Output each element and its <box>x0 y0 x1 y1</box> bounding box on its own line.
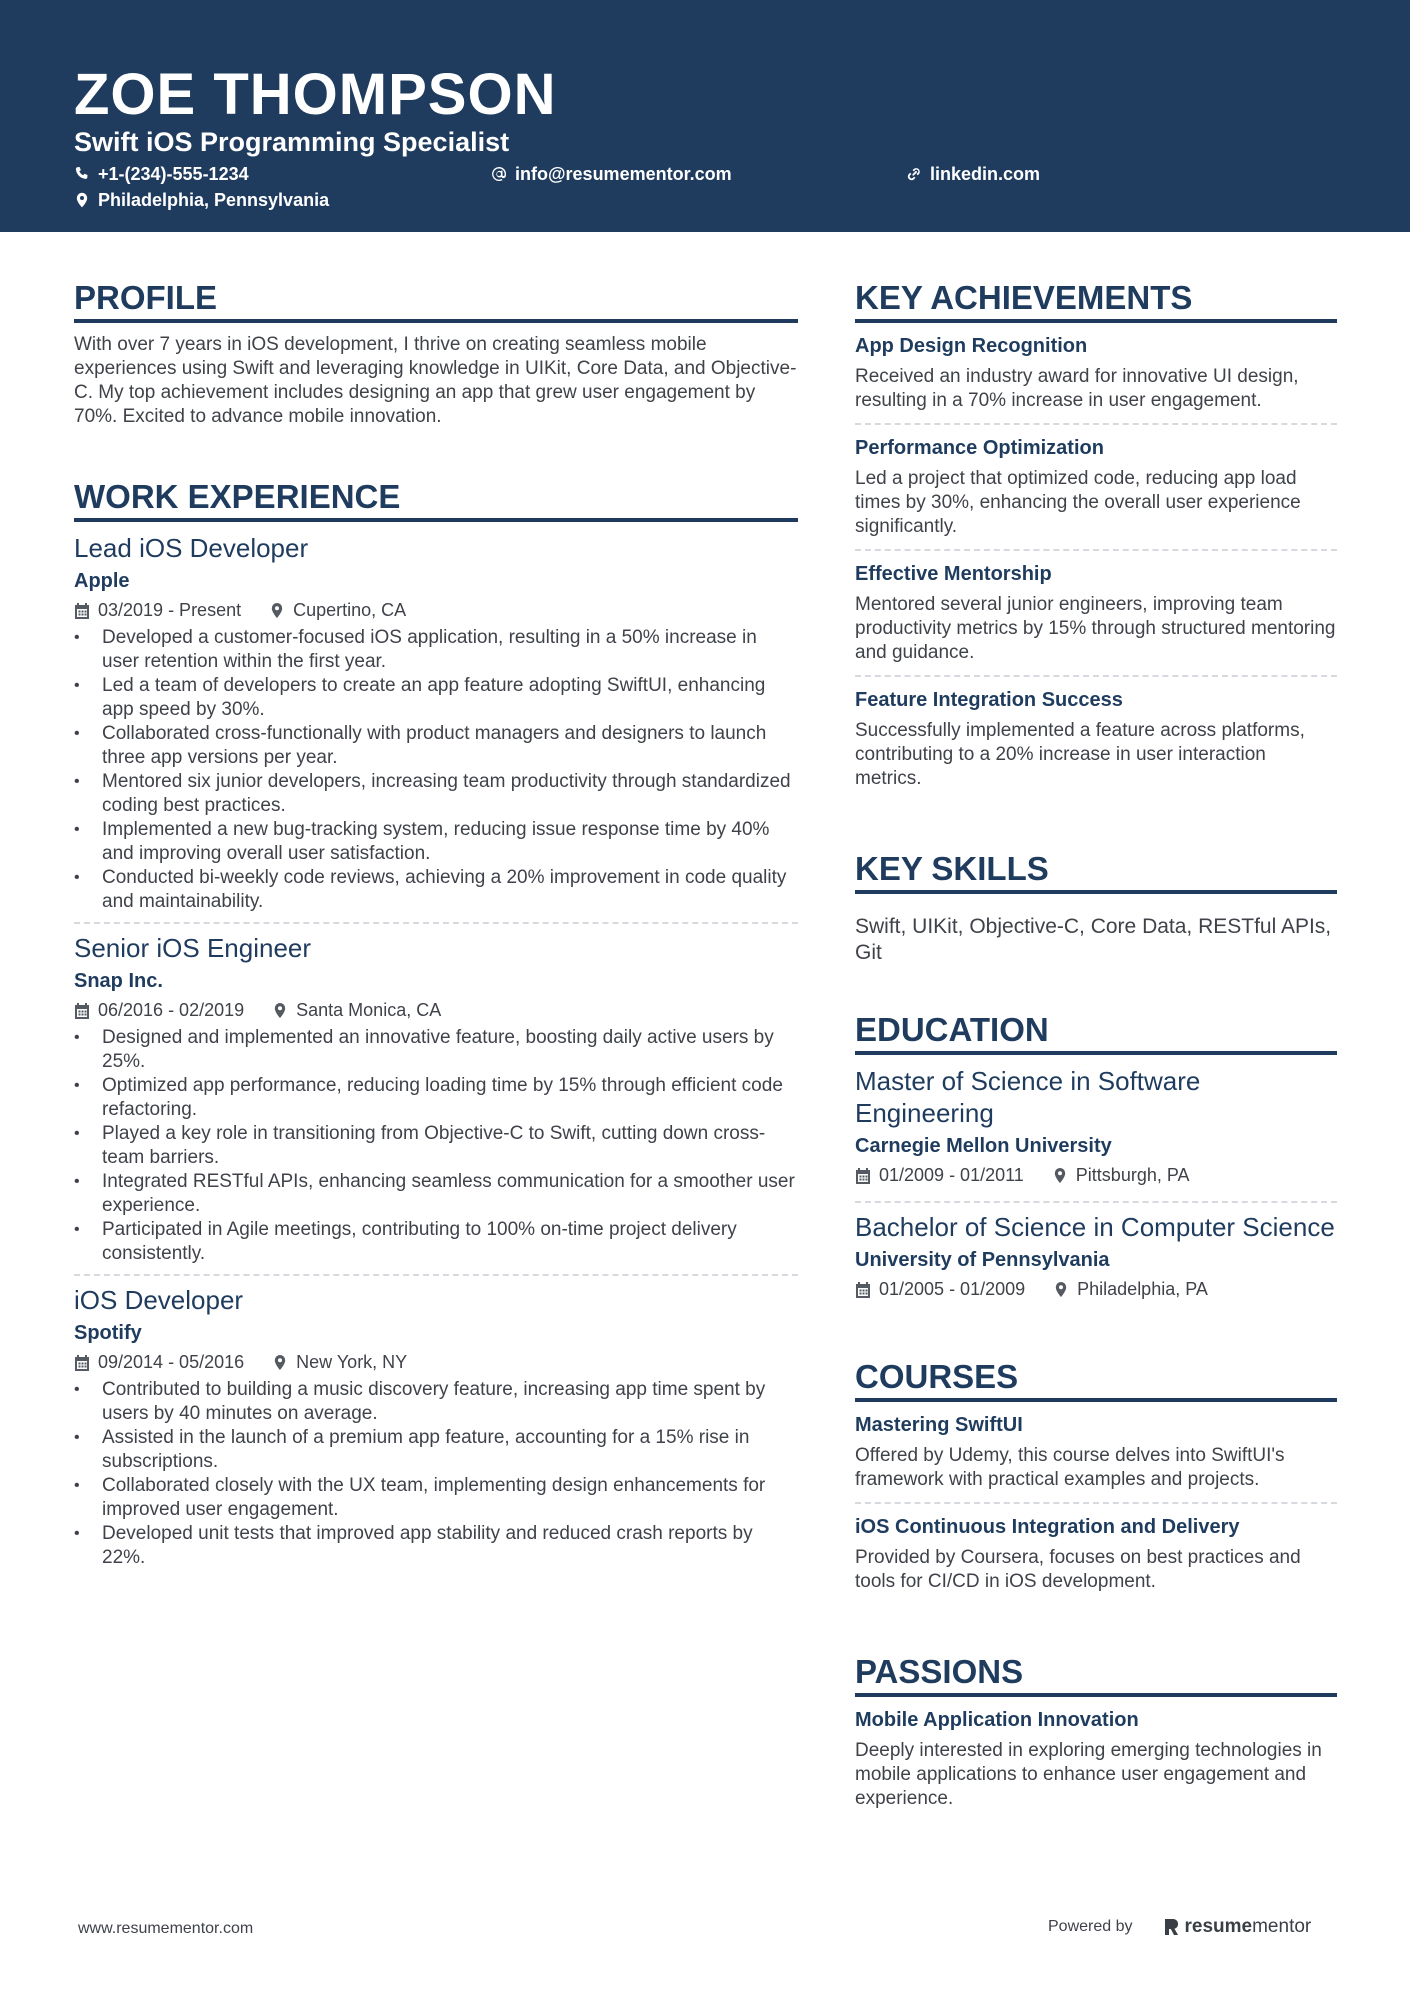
job-list <box>74 532 798 1578</box>
candidate-title: Swift iOS Programming Specialist <box>74 127 510 157</box>
degree-title: Master of Science in Software Engineering <box>855 1066 1201 1128</box>
course-title: iOS Continuous Integration and Delivery <box>855 1516 1240 1538</box>
achievement <box>855 333 1337 423</box>
course-list <box>855 1412 1337 1604</box>
profile-section <box>74 278 798 429</box>
course <box>855 1412 1337 1502</box>
achievement-list <box>855 333 1337 801</box>
course-text: Provided by Coursera, focuses on best practices and tools for CI/CD in iOS development. <box>855 1547 1301 1592</box>
passion-text: Deeply interested in exploring emerging technologies in mobile applications to enhance user engagement and experience. <box>855 1740 1322 1809</box>
achievement-title: Effective Mentorship <box>855 563 1052 585</box>
achievements-section <box>855 278 1337 801</box>
job-bullets <box>74 1026 798 1266</box>
passion-list <box>855 1707 1337 1821</box>
achievements-heading: KEY ACHIEVEMENTS <box>855 278 1337 323</box>
degree-title: Bachelor of Science in Computer Science <box>855 1212 1335 1242</box>
date-range: 03/2019 - Present <box>98 600 242 620</box>
achievement <box>855 549 1337 675</box>
phone-text: +1-(234)-555-1234 <box>98 164 249 184</box>
location-pin-icon <box>1053 1281 1069 1298</box>
brand-name-bold: resume <box>1184 1916 1253 1937</box>
contact-phone[interactable] <box>74 163 249 185</box>
passions-section <box>855 1652 1337 1821</box>
date-location-row <box>855 1163 1337 1187</box>
location-pin-icon <box>1052 1167 1068 1184</box>
linkedin-text: linkedin.com <box>930 164 1041 184</box>
bullet-item: • Collaborated closely with the UX team, implementing design enhancements for improved user engagement. <box>74 1474 798 1522</box>
link-icon <box>906 166 922 182</box>
footer-website[interactable]: www.resumementor.com <box>78 1920 254 1937</box>
contact-location <box>74 189 329 211</box>
bullet-item: • Optimized app performance, reducing loading time by 15% through efficient code refactoring. <box>74 1074 798 1122</box>
calendar-icon <box>74 1002 90 1019</box>
calendar-icon <box>74 1354 90 1371</box>
bullet-item: • Conducted bi-weekly code reviews, achieving a 20% improvement in code quality and maintainability. <box>74 866 798 914</box>
brand-mark-icon <box>1163 1918 1179 1936</box>
bullet-item: • Implemented a new bug-tracking system, reducing issue response time by 40% and improving overall user satisfaction. <box>74 818 798 866</box>
date-location-row <box>74 998 798 1022</box>
location-pin-icon <box>272 1354 288 1371</box>
job-entry <box>74 532 798 922</box>
achievement-text: Received an industry award for innovative UI design, resulting in a 70% increase in user engagement. <box>855 366 1299 411</box>
course-text: Offered by Udemy, this course delves into SwiftUI's framework with practical examples and projects. <box>855 1445 1285 1490</box>
experience-heading: WORK EXPERIENCE <box>74 477 798 522</box>
achievement-text: Mentored several junior engineers, improving team productivity metrics by 15% through structured mentoring and guidance. <box>855 594 1336 663</box>
email-text: info@resumementor.com <box>515 164 732 184</box>
location-pin-icon <box>74 192 90 208</box>
powered-by-label: Powered by <box>1048 1918 1133 1935</box>
education-section <box>855 1010 1337 1315</box>
skills-heading: KEY SKILLS <box>855 849 1337 894</box>
education-entry <box>855 1065 1337 1201</box>
education-list <box>855 1065 1337 1315</box>
bullet-item: • Assisted in the launch of a premium app feature, accounting for a 15% rise in subscriptions. <box>74 1426 798 1474</box>
bullet-item: • Developed unit tests that improved app stability and reduced crash reports by 22%. <box>74 1522 798 1570</box>
achievement <box>855 675 1337 801</box>
right-column <box>855 278 1337 1869</box>
bullet-item: • Collaborated cross-functionally with product managers and designers to launch three app versions per year. <box>74 722 798 770</box>
experience-section <box>74 477 798 1578</box>
bullet-item: • Integrated RESTful APIs, enhancing seamless communication for a smoother user experience. <box>74 1170 798 1218</box>
job-entry <box>74 922 798 1274</box>
location <box>272 998 441 1022</box>
calendar-icon <box>855 1167 871 1184</box>
candidate-name: ZOE THOMPSON <box>74 62 557 127</box>
job-title: iOS Developer <box>74 1285 244 1315</box>
course <box>855 1502 1337 1604</box>
courses-heading: COURSES <box>855 1357 1337 1402</box>
contact-email[interactable] <box>491 163 732 185</box>
date-location-row <box>74 598 798 622</box>
course-title: Mastering SwiftUI <box>855 1414 1023 1436</box>
passion <box>855 1707 1337 1821</box>
bullet-item: • Contributed to building a music discovery feature, increasing app time spent by users by 40 minutes on average. <box>74 1378 798 1426</box>
skills-text: Swift, UIKit, Objective-C, Core Data, RESTful APIs, Git <box>855 915 1332 964</box>
bullet-item: • Played a key role in transitioning from Objective-C to Swift, cutting down cross-team barriers. <box>74 1122 798 1170</box>
profile-heading: PROFILE <box>74 278 798 323</box>
profile-text: With over 7 years in iOS development, I thrive on creating seamless mobile experiences using Swift and leveraging knowledge in UIKit, Core Data, and Objective-C. My top achievement includes designing an app that grew user engagement by 70%. Excited to advance mobile innovation. <box>74 334 797 427</box>
phone-icon <box>74 166 90 182</box>
at-icon <box>491 166 507 182</box>
resume-header <box>0 0 1410 232</box>
date-location-row <box>855 1277 1337 1301</box>
location-text: Cupertino, CA <box>293 600 407 620</box>
passions-heading: PASSIONS <box>855 1652 1337 1697</box>
location <box>1052 1163 1190 1187</box>
education-entry <box>855 1201 1337 1315</box>
job-title: Senior iOS Engineer <box>74 933 312 963</box>
date-range: 09/2014 - 05/2016 <box>98 1352 245 1372</box>
date-range: 01/2009 - 01/2011 <box>879 1165 1024 1185</box>
achievement-title: Feature Integration Success <box>855 689 1123 711</box>
bullet-item: • Developed a customer-focused iOS application, resulting in a 50% increase in user retention within the first year. <box>74 626 798 674</box>
achievement-text: Successfully implemented a feature across platforms, contributing to a 20% increase in user interaction metrics. <box>855 720 1305 789</box>
date-location-row <box>74 1350 798 1374</box>
school-name: Carnegie Mellon University <box>855 1135 1112 1157</box>
calendar-icon <box>855 1281 871 1298</box>
achievement-title: Performance Optimization <box>855 437 1104 459</box>
company-name: Apple <box>74 570 130 592</box>
date-range: 01/2005 - 01/2009 <box>879 1279 1026 1299</box>
bullet-item: • Mentored six junior developers, increasing team productivity through standardized coding best practices. <box>74 770 798 818</box>
company-name: Spotify <box>74 1322 142 1344</box>
location <box>269 598 406 622</box>
location <box>272 1350 407 1374</box>
company-name: Snap Inc. <box>74 970 163 992</box>
location-pin-icon <box>269 602 285 619</box>
location-text: New York, NY <box>296 1352 408 1372</box>
location-text: Santa Monica, CA <box>296 1000 442 1020</box>
job-entry <box>74 1274 798 1578</box>
location-text: Philadelphia, PA <box>1077 1279 1208 1299</box>
contact-linkedin[interactable] <box>906 163 1040 185</box>
calendar-icon <box>74 602 90 619</box>
brand-logo[interactable] <box>1163 1916 1312 1938</box>
achievement <box>855 423 1337 549</box>
location-text: Philadelphia, Pennsylvania <box>98 190 330 210</box>
location <box>1053 1277 1208 1301</box>
education-heading: EDUCATION <box>855 1010 1337 1055</box>
courses-section <box>855 1357 1337 1604</box>
bullet-item: • Participated in Agile meetings, contributing to 100% on-time project delivery consistently. <box>74 1218 798 1266</box>
passion-title: Mobile Application Innovation <box>855 1709 1139 1731</box>
achievement-text: Led a project that optimized code, reducing app load times by 30%, enhancing the overall user experience significantly. <box>855 468 1301 537</box>
footer-powered <box>1048 1916 1311 1938</box>
skills-section <box>855 849 1337 966</box>
job-bullets <box>74 626 798 914</box>
job-bullets <box>74 1378 798 1570</box>
left-column <box>74 278 798 1626</box>
bullet-item: • Designed and implemented an innovative feature, boosting daily active users by 25%. <box>74 1026 798 1074</box>
location-pin-icon <box>272 1002 288 1019</box>
date-range: 06/2016 - 02/2019 <box>98 1000 245 1020</box>
brand-name-light: mentor <box>1252 1916 1312 1937</box>
achievement-title: App Design Recognition <box>855 335 1088 357</box>
location-text: Pittsburgh, PA <box>1075 1165 1190 1185</box>
job-title: Lead iOS Developer <box>74 533 309 563</box>
bullet-item: • Led a team of developers to create an app feature adopting SwiftUI, enhancing app speed by 30%. <box>74 674 798 722</box>
school-name: University of Pennsylvania <box>855 1249 1110 1271</box>
